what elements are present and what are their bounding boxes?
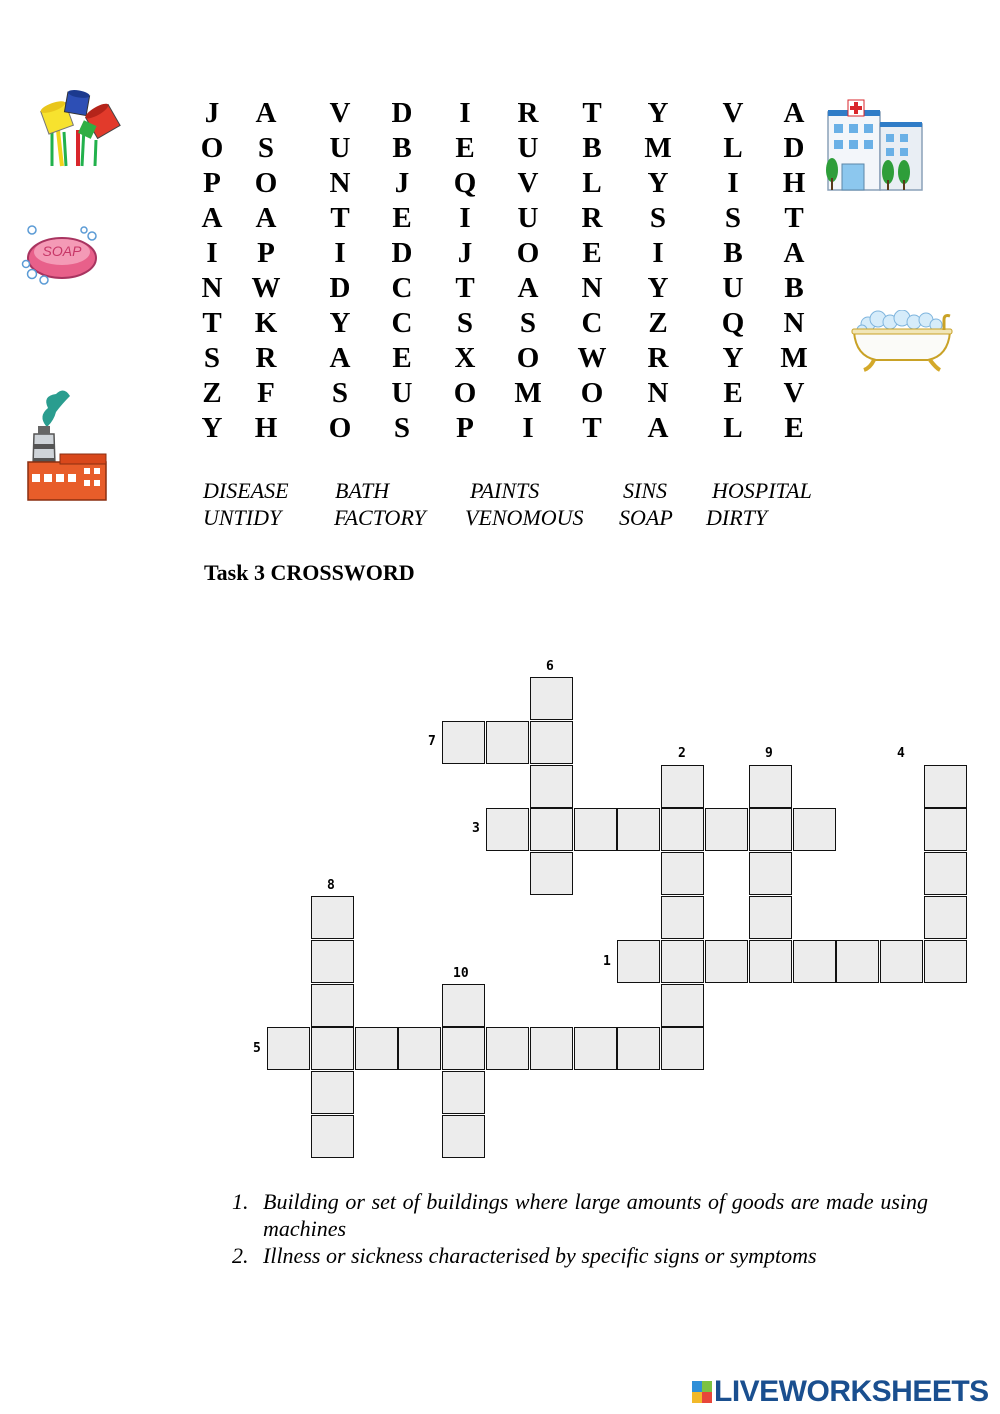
grid-letter: E [392,202,412,234]
grid-letter: J [394,167,410,199]
crossword-cell[interactable] [398,1027,441,1070]
grid-letter: V [329,97,351,129]
crossword-cell[interactable] [749,765,792,808]
grid-letter: P [203,167,221,199]
grid-letter: C [391,307,413,339]
liveworksheets-logo [692,1375,989,1409]
grid-letter: I [334,237,346,269]
crossword-cell[interactable] [442,1027,485,1070]
grid-letter: C [391,272,413,304]
grid-letter: D [329,272,351,304]
grid-letter: O [580,377,604,409]
grid-letter: A [783,237,805,269]
word-bank-item: DIRTY [706,505,768,530]
crossword-cell[interactable] [924,896,967,939]
grid-letter: Z [648,307,668,339]
grid-letter: P [456,412,474,444]
grid-letter: S [331,377,349,409]
word-bank-item: DISEASE [203,478,289,503]
crossword-cell[interactable] [617,808,660,851]
grid-letter: M [644,132,672,164]
factory-icon [26,386,108,502]
word-bank-item: VENOMOUS [465,505,584,530]
grid-letter: O [200,132,224,164]
grid-letter: R [581,202,603,234]
crossword-cell[interactable] [530,721,573,764]
grid-letter: A [647,412,669,444]
grid-letter: Y [647,167,669,199]
grid-letter: N [201,272,223,304]
clue-number-label: 1 [603,954,611,969]
grid-letter: D [391,237,413,269]
grid-letter: B [784,272,804,304]
grid-letter: A [329,342,351,374]
crossword-cell[interactable] [267,1027,310,1070]
crossword-cell[interactable] [705,940,748,983]
word-bank-item: BATH [335,478,390,503]
grid-letter: L [582,167,602,199]
crossword-cell[interactable] [530,852,573,895]
crossword-cell[interactable] [749,808,792,851]
grid-letter: A [201,202,223,234]
grid-letter: Q [721,307,745,339]
grid-letter: S [456,307,474,339]
word-bank-item: SINS [623,478,667,503]
clue-number-label: 9 [765,746,773,761]
grid-letter: J [204,97,220,129]
crossword-cell[interactable] [924,852,967,895]
grid-letter: I [206,237,218,269]
grid-letter: L [723,412,743,444]
grid-letter: A [783,97,805,129]
crossword-cell[interactable] [661,852,704,895]
grid-letter: E [392,342,412,374]
grid-letter: S [724,202,742,234]
grid-letter: K [254,307,278,339]
grid-letter: S [649,202,667,234]
grid-letter: H [782,167,806,199]
word-bank-item: HOSPITAL [712,478,812,503]
crossword-cell[interactable] [355,1027,398,1070]
grid-letter: U [517,202,539,234]
crossword-cell[interactable] [793,940,836,983]
crossword-cell[interactable] [486,808,529,851]
grid-letter: O [453,377,477,409]
crossword-cell[interactable] [311,940,354,983]
grid-letter: T [784,202,804,234]
grid-letter: M [514,377,542,409]
crossword-cell[interactable] [661,984,704,1027]
grid-letter: E [784,412,804,444]
crossword-cell[interactable] [530,808,573,851]
crossword-cell[interactable] [530,677,573,720]
grid-letter: C [581,307,603,339]
word-bank-item: UNTIDY [203,505,282,530]
grid-letter: U [517,132,539,164]
hospital-icon [824,98,926,192]
grid-letter: W [251,272,281,304]
grid-letter: F [257,377,275,409]
grid-letter: Z [202,377,222,409]
crossword-cell[interactable] [793,808,836,851]
brand-name: LIVEWORKSHEETS [714,1375,989,1408]
grid-letter: O [516,342,540,374]
crossword-cell[interactable] [705,808,748,851]
crossword-cell[interactable] [661,1027,704,1070]
grid-letter: T [582,97,602,129]
crossword-cell[interactable] [311,1071,354,1114]
grid-letter: T [455,272,475,304]
brand-logo-icon [692,1381,712,1403]
crossword-cell[interactable] [442,721,485,764]
grid-letter: B [723,237,743,269]
grid-letter: O [254,167,278,199]
task-title: Task 3 CROSSWORD [204,560,415,585]
grid-letter: R [647,342,669,374]
grid-letter: T [330,202,350,234]
crossword-cell[interactable] [836,940,879,983]
grid-letter: E [723,377,743,409]
crossword-cell[interactable] [749,896,792,939]
crossword-cell[interactable] [749,852,792,895]
grid-letter: S [393,412,411,444]
clue-number: 1. [232,1189,249,1214]
crossword-cell[interactable] [574,808,617,851]
crossword-cell[interactable] [617,1027,660,1070]
clue-text: Illness or sickness characterised by specific signs or symptoms [263,1243,817,1268]
grid-letter: U [722,272,744,304]
clue-text: Building or set of buildings where large amounts of goods are made using machines [263,1189,928,1241]
grid-letter: D [783,132,805,164]
grid-letter: V [722,97,744,129]
grid-letter: A [517,272,539,304]
grid-letter: S [257,132,275,164]
crossword-cell[interactable] [661,896,704,939]
crossword-cell[interactable] [661,808,704,851]
grid-letter: V [517,167,539,199]
crossword-cell[interactable] [661,765,704,808]
grid-letter: X [454,342,476,374]
crossword-cell[interactable] [442,1071,485,1114]
grid-letter: Q [453,167,477,199]
grid-letter: H [254,412,278,444]
paint-buckets-icon [38,90,126,168]
clue-list [232,1188,928,1269]
crossword-cell[interactable] [661,940,704,983]
clue-number-label: 10 [453,966,469,981]
grid-letter: N [581,272,603,304]
grid-letter: O [516,237,540,269]
crossword-cell[interactable] [924,808,967,851]
crossword-cell[interactable] [311,896,354,939]
grid-letter: W [577,342,607,374]
clue-item [232,1242,928,1269]
clue-number-label: 5 [253,1041,261,1056]
grid-letter: I [459,202,471,234]
grid-letter: Y [647,97,669,129]
clue-number: 2. [232,1243,249,1268]
grid-letter: V [783,377,805,409]
grid-letter: B [392,132,412,164]
crossword-cell[interactable] [574,1027,617,1070]
crossword-cell[interactable] [530,765,573,808]
grid-letter: E [455,132,475,164]
grid-letter: J [457,237,473,269]
grid-letter: S [203,342,221,374]
crossword-cell[interactable] [486,721,529,764]
grid-letter: I [727,167,739,199]
grid-letter: I [652,237,664,269]
grid-letter: R [255,342,277,374]
crossword-cell[interactable] [530,1027,573,1070]
grid-letter: I [459,97,471,129]
grid-letter: Y [201,412,223,444]
clue-number-label: 6 [546,659,554,674]
grid-letter: N [783,307,805,339]
clue-number-label: 8 [327,878,335,893]
crossword-cell[interactable] [880,940,923,983]
clue-number-label: 3 [472,821,480,836]
crossword-cell[interactable] [924,940,967,983]
grid-letter: M [780,342,808,374]
grid-letter: S [519,307,537,339]
grid-letter: R [517,97,539,129]
grid-letter: P [257,237,275,269]
grid-letter: U [391,377,413,409]
crossword-cell[interactable] [442,984,485,1027]
grid-letter: Y [329,307,351,339]
svg-text:SOAP: SOAP [42,243,82,259]
crossword-cell[interactable] [486,1027,529,1070]
crossword-cell[interactable] [924,765,967,808]
bathtub-icon [850,310,956,376]
grid-letter: E [582,237,602,269]
grid-letter: N [329,167,351,199]
crossword-cell[interactable] [311,984,354,1027]
grid-letter: A [255,97,277,129]
grid-letter: B [582,132,602,164]
word-bank-item: FACTORY [334,505,426,530]
word-bank-item: SOAP [619,505,673,530]
grid-letter: D [391,97,413,129]
grid-letter: A [255,202,277,234]
grid-letter: Y [722,342,744,374]
soap-icon [18,222,100,286]
grid-letter: Y [647,272,669,304]
grid-letter: U [329,132,351,164]
grid-letter: L [723,132,743,164]
grid-letter: O [328,412,352,444]
clue-number-label: 7 [428,734,436,749]
clue-item [232,1188,928,1242]
grid-letter: I [522,412,534,444]
clue-number-label: 4 [897,746,905,761]
crossword-cell[interactable] [311,1027,354,1070]
grid-letter: N [647,377,669,409]
clue-number-label: 2 [678,746,686,761]
crossword-cell[interactable] [442,1115,485,1158]
crossword-cell[interactable] [617,940,660,983]
crossword-cell[interactable] [749,940,792,983]
grid-letter: T [202,307,222,339]
crossword-cell[interactable] [311,1115,354,1158]
word-bank-item: PAINTS [470,478,540,503]
grid-letter: T [582,412,602,444]
